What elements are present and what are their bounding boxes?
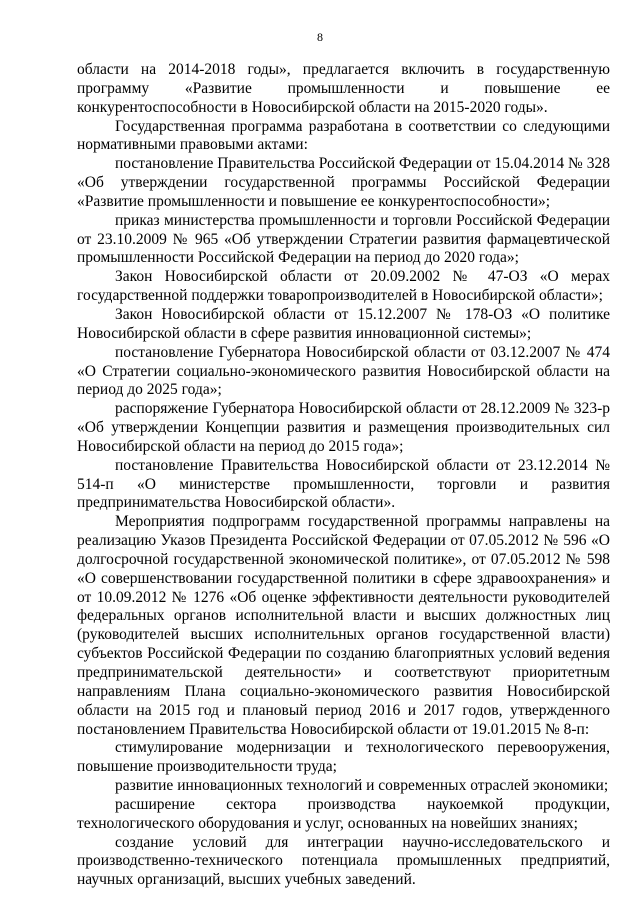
paragraph: развитие инновационных технологий и современных отраслей экономики; bbox=[115, 777, 609, 795]
paragraph: создание условий для интеграции научно-исследовательского и производственно-технического потенциала промышленных предприятий, научных организаций, высших учебных заведений. bbox=[77, 833, 610, 889]
document-body bbox=[77, 61, 610, 890]
paragraph: Государственная программа разработана в соответствии со следующими нормативными правовыми актами: bbox=[77, 117, 610, 154]
paragraph: постановление Правительства Российской Федерации от 15.04.2014 № 328 «Об утверждении государственной программы Российской Федерации «Развитие промышленности и повышение ее конкурентоспособности»; bbox=[77, 155, 610, 210]
paragraph: Закон Новосибирской области от 20.09.2002 № 47-ОЗ «О мерах государственной поддержки товаропроизводителей в Новосибирской области»; bbox=[77, 268, 610, 305]
paragraph: приказ министерства промышленности и торговли Российской Федерации от 23.10.2009 № 965 «Об утверждении Стратегии развития фармацевтической промышленности Российской Федерации на период до 2020 года»; bbox=[77, 211, 610, 267]
paragraph: постановление Правительства Новосибирской области от 23.12.2014 № 514-п «О министерстве промышленности, торговли и развития предпринимательства Новосибирской области». bbox=[77, 456, 610, 512]
paragraph: Закон Новосибирской области от 15.12.2007 № 178-ОЗ «О политике Новосибирской области в сфере развития инновационной системы»; bbox=[77, 305, 610, 342]
paragraph: области на 2014-2018 годы», предлагается включить в государственную программу «Развитие промышленности и повышение ее конкурентоспособности в Новосибирской области на 2015-2020 годы». bbox=[77, 61, 610, 116]
page-number: 8 bbox=[317, 30, 323, 44]
paragraph: расширение сектора производства наукоемкой продукции, технологического оборудования и услуг, основанных на новейших знаниях; bbox=[77, 795, 610, 832]
paragraph: распоряжение Губернатора Новосибирской области от 28.12.2009 № 323-р «Об утверждении Концепции развития и размещения производительных сил Новосибирской области на период до 2015 года»; bbox=[77, 400, 610, 455]
paragraph: Мероприятия подпрограмм государственной программы направлены на реализацию Указов Президента Российской Федерации от 07.05.2012 № 596 «О долгосрочной государственной экономической политике», от 07.05.2012 № 598 «О совершенствовании государственной политики в сфере здравоохранения» и от 10.09.2012 № 1276 «Об оценке эффективности деятельности руководителей федеральных органов исполнительной власти и высших должностных лиц (руководителей высших исполнительных органов государственной власти) субъектов Российской Федерации по созданию благоприятных условий ведения предпринимательской деятельности» и соответствуют приоритетным направлениям Плана социально-экономического развития Новосибирской области на 2015 год и плановый период 2016 и 2017 годов, утвержденного постановлением Правительства Новосибирской области от 19.01.2015 № 8-п: bbox=[77, 513, 610, 738]
paragraph: постановление Губернатора Новосибирской области от 03.12.2007 № 474 «О Стратегии социально-экономического развития Новосибирской области на период до 2025 года»; bbox=[77, 343, 610, 399]
paragraph: стимулирование модернизации и технологического перевооружения, повышение производительности труда; bbox=[77, 739, 610, 776]
